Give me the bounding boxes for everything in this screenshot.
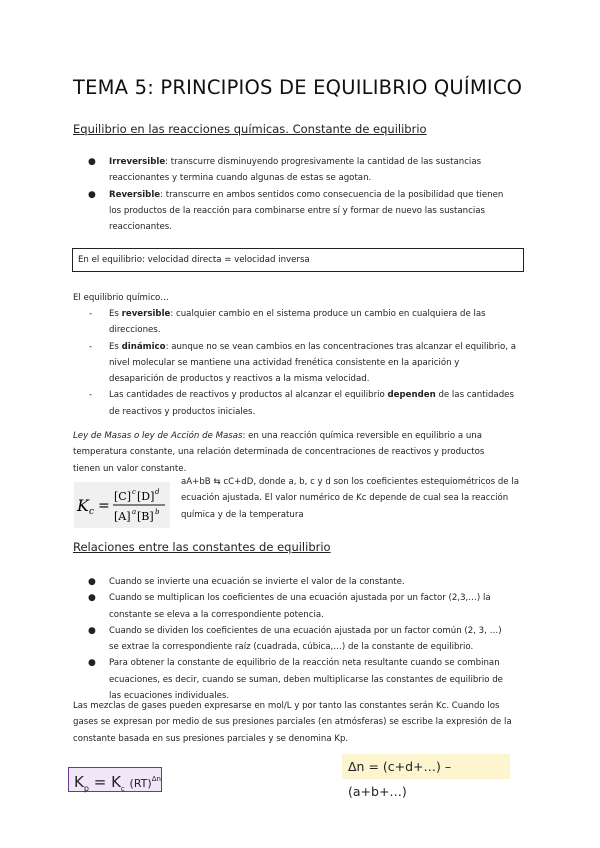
bullet-icon: ● (88, 577, 96, 587)
list-item: ● Reversible: transcurre en ambos sentidos como consecuencia de la posibilidad que tienen los productos de la reacción para combinarse entre sí y formar de nuevo las sustancias reaccionantes. (109, 187, 549, 236)
list-item: - Es reversible: cualquier cambio en el sistema produce un cambio en cualquiera de las direcciones. (89, 309, 486, 336)
list-item: - Es dinámico: aunque no se vean cambios en las concentraciones tras alcanzar el equilibrio, a nivel molecular se mantiene una actividad frenética consistente en la aparición y desaparición de productos y reactivos a la misma velocidad. (89, 341, 517, 385)
list-item: ● Irreversible: transcurre disminuyendo progresivamente la cantidad de las sustancias reaccionantes y termina cuando algunas de estas se agotan. (109, 154, 549, 187)
delta-n-formula: Δn = (c+d+…) – (a+b+…) (342, 754, 510, 779)
kc-formula-graphic (74, 482, 170, 528)
equilibrium-definition-box: En el equilibrio: velocidad directa = velocidad inversa (72, 248, 524, 272)
list-item: ● Cuando se invierte una ecuación se invierte el valor de la constante. (109, 574, 554, 590)
svg-text:a: a (132, 508, 137, 516)
bullet-icon: ● (88, 658, 96, 669)
svg-text:[C]: [C] (114, 490, 131, 503)
mass-law-paragraph: Ley de Masas o ley de Acción de Masas: en una reacción química reversible en equilibrio a una temperatura constante, una relación determinada de concentraciones de reactivos y productos tienen un valor constante. (73, 431, 485, 474)
kp-formula: $K_p = K_c$ (RT)$^{\Delta n}$ (68, 767, 162, 792)
svg-text:[D]: [D] (137, 490, 155, 503)
bullet-icon: ● (88, 593, 96, 604)
bullet-icon: ● (88, 625, 96, 636)
constant-relations-list (88, 574, 554, 704)
svg-text:d: d (155, 488, 160, 496)
list-item: ● Cuando se dividen los coeficientes de una ecuación ajustada por un factor común (2, 3, …) se extrae la correspondiente raíz (cuadrada, cúbica,…) de la constante de equilibrio. (109, 623, 554, 656)
svg-text:K: K (77, 496, 89, 515)
svg-text:c: c (89, 507, 95, 517)
list-item: - Las cantidades de reactivos y productos al alcanzar el equilibrio dependen de las cantidades de reactivos y productos iniciales. (89, 390, 514, 417)
bullet-icon: ● (88, 157, 96, 167)
reaction-description: aA+bB ⇆ cC+dD, donde a, b, c y d son los coeficientes estequiométricos de la ecuación ajustada. El valor numérico de Kc depende de cual sea la reacción química y de la temperatura (181, 477, 519, 520)
svg-text:[B]: [B] (137, 510, 154, 523)
equilibrium-properties-list (89, 306, 549, 420)
svg-text:=: = (98, 498, 110, 514)
bullet-icon: ● (88, 189, 96, 200)
svg-text:c: c (132, 488, 136, 496)
section-heading-equilibrium: Equilibrio en las reacciones químicas. Constante de equilibrio (73, 122, 427, 136)
list-item: ● Cuando se multiplican los coeficientes de una ecuación ajustada por un factor (2,3,…) la constante se eleva a la correspondiente potencia. (109, 590, 554, 623)
list-item: ● Para obtener la constante de equilibrio de la reacción neta resultante cuando se combinan ecuaciones, es decir, cuando se suman, deben multiplicarse las constantes de equilibrio de las ecuaciones individuales. (109, 655, 554, 704)
reaction-types-list (88, 154, 549, 235)
page-title: TEMA 5: PRINCIPIOS DE EQUILIBRIO QUÍMICO (73, 76, 523, 99)
svg-text:[A]: [A] (114, 510, 131, 523)
equilibrium-intro: El equilibrio químico… (73, 293, 169, 303)
section-heading-relations: Relaciones entre las constantes de equilibrio (73, 540, 331, 554)
svg-text:b: b (155, 508, 160, 516)
kc-formula (74, 482, 170, 528)
gases-paragraph: Las mezclas de gases pueden expresarse en mol/L y por tanto las constantes serán Kc. Cuando los gases se expresan por medio de sus presiones parciales (en atmósferas) se escribe la expresión de la constante basada en sus presiones parciales y se denomina Kp. (73, 701, 512, 744)
